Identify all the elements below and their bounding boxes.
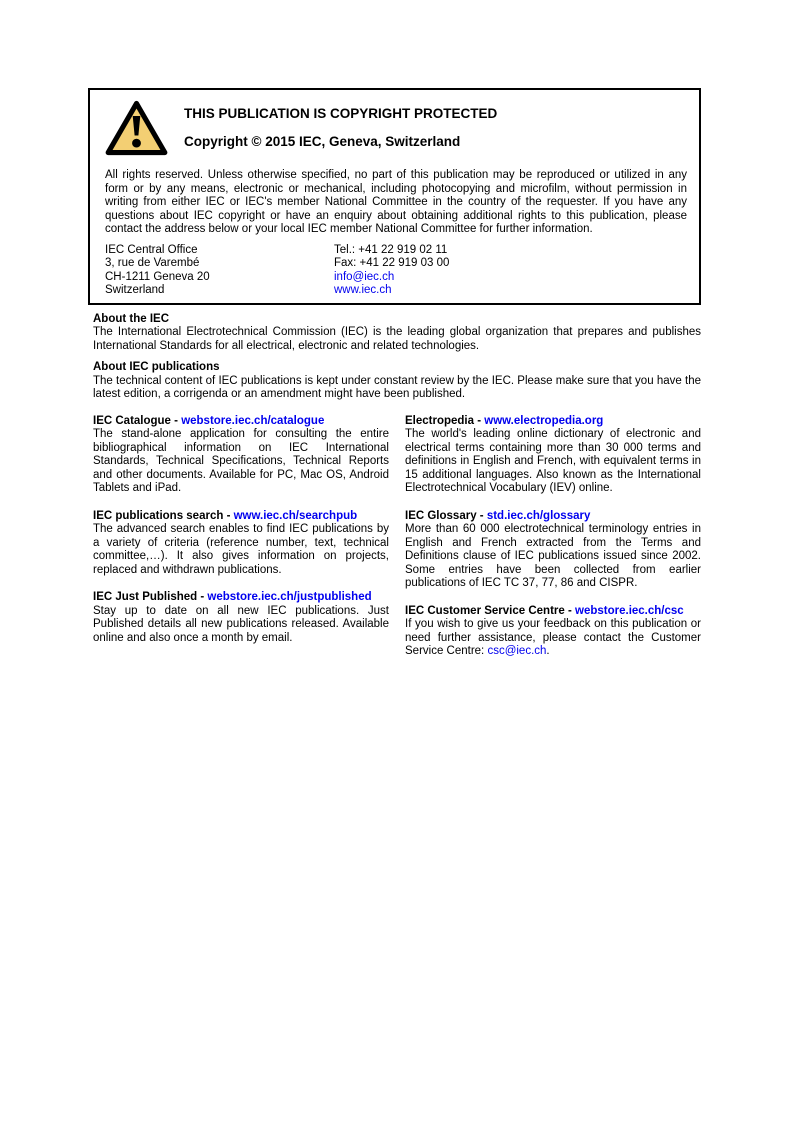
resources-columns xyxy=(93,415,701,673)
electropedia-title: Electropedia - xyxy=(405,414,485,427)
electropedia-link[interactable]: www.electropedia.org xyxy=(484,414,604,427)
iec-just-published-title: IEC Just Published - xyxy=(93,591,208,604)
copyright-title-line1: THIS PUBLICATION IS COPYRIGHT PROTECTED xyxy=(184,106,498,121)
warning-triangle-icon xyxy=(105,98,168,158)
electropedia-body: The world's leading online dictionary of electronic and electrical terms containing more than 30 000 terms and definitions in English and French, with equivalent terms in 15 additional languages. Also known as the International Electrotechnical Vocabulary (IEV) online. xyxy=(405,428,701,495)
contact-fax: Fax: +41 22 919 03 00 xyxy=(334,257,450,270)
address-block xyxy=(105,244,687,298)
iec-customer-service-centre-link[interactable]: webstore.iec.ch/csc xyxy=(575,604,684,617)
about-iec-publications-body: The technical content of IEC publications is kept under constant review by the IEC. Please make sure that you have the latest edition, a corrigenda or an amendment might have been published. xyxy=(93,374,701,401)
iec-catalogue-link[interactable]: webstore.iec.ch/catalogue xyxy=(181,414,325,427)
resource-iec-catalogue xyxy=(93,415,389,496)
resource-electropedia xyxy=(405,415,701,496)
iec-just-published-link[interactable]: webstore.iec.ch/justpublished xyxy=(207,591,372,604)
copyright-title-line2: Copyright © 2015 IEC, Geneva, Switzerland xyxy=(184,134,461,149)
address-city: CH-1211 Geneva 20 xyxy=(105,270,210,283)
about-the-iec-heading: About the IEC xyxy=(93,312,170,325)
address-office: IEC Central Office xyxy=(105,243,198,256)
contact-tel: Tel.: +41 22 919 02 11 xyxy=(334,243,448,256)
resources-left-column xyxy=(93,415,389,673)
csc-email-link[interactable]: csc@iec.ch xyxy=(487,645,547,658)
resource-iec-just-published xyxy=(93,591,389,645)
about-the-iec-body: The International Electrotechnical Commission (IEC) is the leading global organization that prepares and publishes International Standards for all electrical, electronic and related technologies. xyxy=(93,326,701,352)
address-country: Switzerland xyxy=(105,284,165,297)
iec-publications-search-title: IEC publications search - xyxy=(93,509,234,522)
resource-iec-publications-search xyxy=(93,510,389,578)
address-column xyxy=(105,244,334,298)
address-street: 3, rue de Varembé xyxy=(105,257,200,270)
about-the-iec-section xyxy=(93,313,701,354)
copyright-box-header xyxy=(105,98,687,158)
iec-catalogue-title: IEC Catalogue - xyxy=(93,414,182,427)
iec-customer-service-centre-body: If you wish to give us your feedback on this publication or need further assistance, please contact the Customer Service Centre: xyxy=(405,618,701,658)
copyright-box xyxy=(88,88,701,305)
resources-right-column xyxy=(405,415,701,673)
about-iec-publications-section xyxy=(93,361,701,402)
iec-customer-service-centre-body-suffix: . xyxy=(546,645,550,658)
page-content xyxy=(88,88,701,673)
email-link[interactable]: info@iec.ch xyxy=(334,270,395,283)
copyright-titles xyxy=(184,100,497,156)
iec-just-published-body: Stay up to date on all new IEC publications. Just Published details all new publications released. Available online and also once a month by email. xyxy=(93,604,389,644)
resource-iec-glossary xyxy=(405,510,701,591)
about-iec-publications-heading: About IEC publications xyxy=(93,361,220,374)
iec-publications-search-body: The advanced search enables to find IEC publications by a variety of criteria (reference number, text, technical committee,…). It also gives information on projects, replaced and withdrawn publications. xyxy=(93,523,389,576)
about-sections xyxy=(93,313,701,402)
copyright-notice: All rights reserved. Unless otherwise specified, no part of this publication may be reproduced or utilized in any form or by any means, electronic or mechanical, including photocopying and microfilm, without permission in writing from either IEC or IEC's member National Committee in the country of the requester. If you have any questions about IEC copyright or have an enquiry about obtaining additional rights to this publication, please contact the address below or your local IEC member National Committee for further information. xyxy=(105,169,687,235)
iec-publications-search-link[interactable]: www.iec.ch/searchpub xyxy=(233,509,358,522)
iec-glossary-title: IEC Glossary - xyxy=(405,509,487,522)
iec-glossary-body: More than 60 000 electrotechnical terminology entries in English and French extracted from the Terms and Definitions clause of IEC publications issued since 2002. Some entries have been collected from earlier publications of IEC TC 37, 77, 86 and CISPR. xyxy=(405,523,701,590)
iec-glossary-link[interactable]: std.iec.ch/glossary xyxy=(486,509,591,522)
resource-iec-customer-service-centre xyxy=(405,605,701,659)
iec-customer-service-centre-title: IEC Customer Service Centre - xyxy=(405,604,576,617)
iec-catalogue-body: The stand-alone application for consulting the entire bibliographical information on IEC International Standards, Technical Specifications, Technical Reports and other documents. Available for PC, Mac OS, Android Tablets and iPad. xyxy=(93,428,389,495)
contact-column xyxy=(334,244,687,298)
website-link[interactable]: www.iec.ch xyxy=(334,284,392,297)
